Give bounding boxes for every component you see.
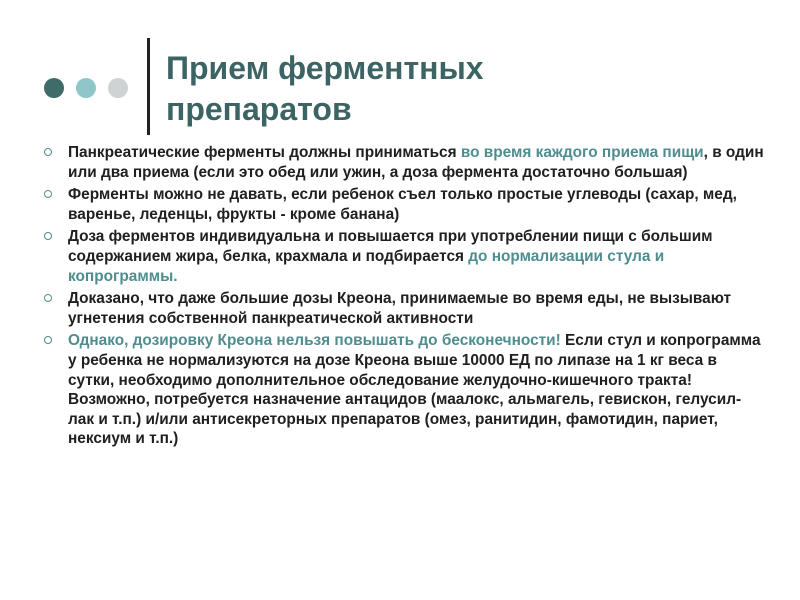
bullet-circle-icon [44,294,52,302]
dark-dot-icon [44,78,64,98]
decorative-dots [44,78,134,100]
list-item [44,185,764,224]
bullet-circle-icon [44,148,52,156]
bullet-text: Панкреатические ферменты должны приниматься [68,144,461,161]
title-divider [147,38,150,135]
slide-title [166,48,726,130]
list-item [44,143,764,182]
bullet-text: , в один или два приема (если это обед или ужин, а доза фермента достаточно большая) [68,144,764,181]
light-dot-icon [76,78,96,98]
list-item [44,289,764,328]
title-line-1: Прием ферментных [166,50,484,86]
grey-dot-icon [108,78,128,98]
bullet-text: Доказано, что даже большие дозы Креона, принимаемые во время еды, не вызывают угнетения собственной панкреатической активности [68,290,732,327]
bullet-highlight: до нормализации стула и копрограммы. [68,247,665,285]
bullet-circle-icon [44,336,52,344]
bullet-text: Ферменты можно не давать, если ребенок съел только простые углеводы (сахар, мед, варенье, леденцы, фрукты - кроме банана) [68,186,737,223]
bullet-list [44,143,764,452]
bullet-highlight: во время каждого приема пищи [460,144,704,161]
bullet-text: Доза ферментов индивидуальна и повышается при употреблении пищи с большим содержанием жира, белка, крахмала и подбирается [68,228,713,265]
list-item [44,227,764,286]
list-item [44,331,764,449]
bullet-circle-icon [44,232,52,240]
bullet-text: Если стул и копрограмма у ребенка не нормализуются на дозе Креона выше 10000 ЕД по липазе на 1 кг веса в сутки, необходимо дополнительное обследование желудочно-кишечного тракта! Возможно, потребуется назначение антацидов (маалокс, альмагель, гевискон, гелусил-лак и т.п.) и/или антисекреторных препаратов (омез, ранитидин, фамотидин, париет, нексиум и т.п.) [68,332,761,448]
bullet-highlight: Однако, дозировку Креона нельзя повышать до бесконечности! [68,332,561,350]
bullet-circle-icon [44,190,52,198]
title-line-2: препаратов [166,91,352,127]
